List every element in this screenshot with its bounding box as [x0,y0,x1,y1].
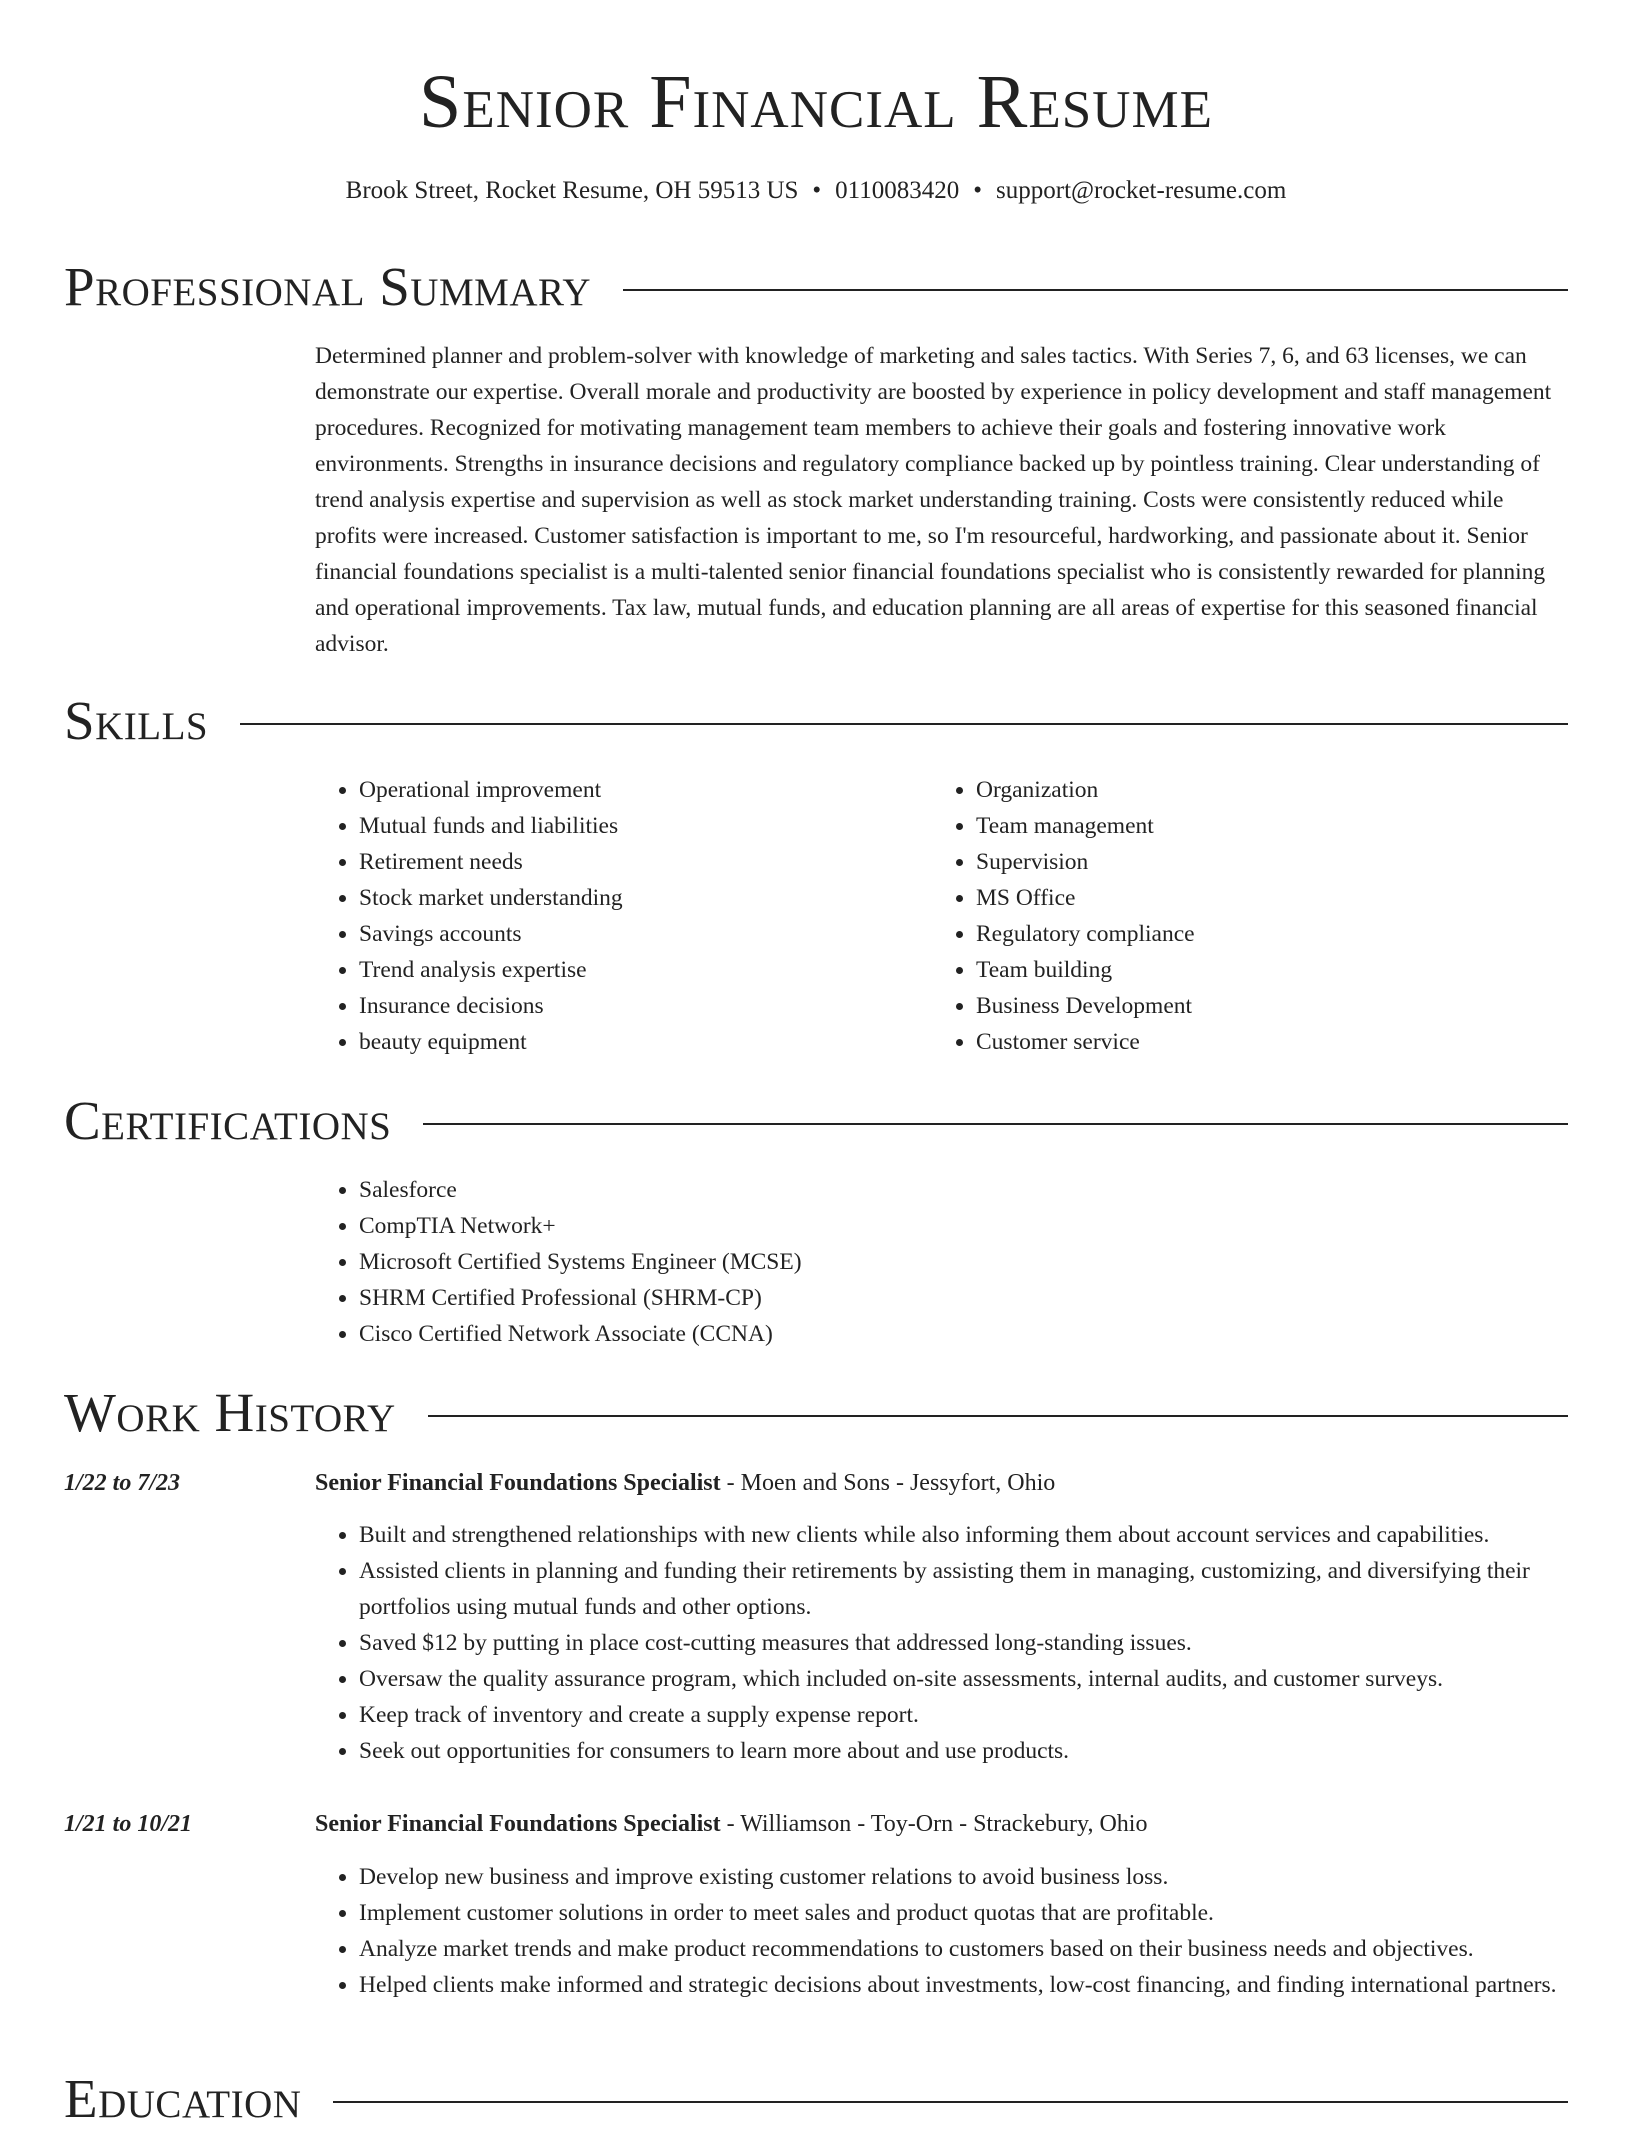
skill-item: • Stock market understanding [359,880,915,916]
skill-item: • Team management [976,808,1532,844]
duty-item: • Analyze market trends and make product recommendations to customers based on their business needs and objectives. [359,1931,1568,1967]
certifications-section-header [64,1090,1568,1152]
contact-separator: • [812,177,822,204]
skill-item: • Organization [976,772,1532,808]
certification-item: • Salesforce [359,1172,1568,1208]
contact-line [64,174,1568,208]
certification-item: • CompTIA Network+ [359,1208,1568,1244]
job-duties [315,1859,1568,2003]
skill-item: • Team building [976,952,1532,988]
skills-left-column [315,772,915,1060]
summary-section-header [64,256,1568,318]
job-duties [315,1517,1568,1769]
section-divider [240,723,1568,725]
summary-text: Determined planner and problem-solver with knowledge of marketing and sales tactics. With Series 7, 6, and 63 licenses, we can demonstrate our expertise. Overall morale and productivity are boosted by experience in policy development and staff management procedures. Recognized for motivating management team members to achieve their goals and fostering innovative work environments. Strengths in insurance decisions and regulatory compliance backed up by pointless training. Clear understanding of trend analysis expertise and supervision as well as stock market understanding training. Costs were consistently reduced while profits were increased. Customer satisfaction is important to me, so I'm resourceful, hardworking, and passionate about it. Senior financial foundations specialist is a multi-talented senior financial foundations specialist who is consistently rewarded for planning and operational improvements. Tax law, mutual funds, and education planning are all areas of expertise for this seasoned financial advisor. [315,343,1552,657]
duty-item: • Develop new business and improve existing customer relations to avoid business loss. [359,1859,1568,1895]
certification-item: • Microsoft Certified Systems Engineer (MCSE) [359,1244,1568,1280]
section-divider [423,1123,1568,1125]
education-section-header [64,2068,1568,2130]
job-title-line [315,1465,1055,1501]
duty-item: • Oversaw the quality assurance program, which included on-site assessments, internal audits, and customer surveys. [359,1661,1568,1697]
contact-email: support@rocket-resume.com [996,177,1287,204]
duty-item: • Saved $12 by putting in place cost-cutting measures that addressed long-standing issues. [359,1625,1568,1661]
skill-item: • Trend analysis expertise [359,952,915,988]
section-divider [428,1415,1568,1417]
skill-item: • Insurance decisions [359,988,915,1024]
certifications-heading: Certifications [64,1090,392,1151]
skill-item: • Regulatory compliance [976,916,1532,952]
job-details: - Moen and Sons - Jessyfort, Ohio [720,1470,1056,1496]
contact-phone: 0110083420 [835,177,960,204]
skill-item: • Supervision [976,844,1532,880]
section-divider [623,289,1568,291]
skill-item: • Operational improvement [359,772,915,808]
summary-heading: Professional Summary [64,256,592,317]
duty-item: • Keep track of inventory and create a supply expense report. [359,1697,1568,1733]
contact-separator: • [973,177,983,204]
education-heading: Education [64,2068,302,2129]
skill-item: • beauty equipment [359,1024,915,1060]
job-dates: 1/21 to 10/21 [64,1811,193,1837]
job-title-line [315,1806,1147,1842]
skill-item: • MS Office [976,880,1532,916]
skill-item: • Mutual funds and liabilities [359,808,915,844]
job-dates: 1/22 to 7/23 [64,1470,181,1496]
duty-item: • Helped clients make informed and strategic decisions about investments, low-cost financing, and finding international partners. [359,1967,1568,2003]
duty-item: • Implement customer solutions in order to meet sales and product quotas that are profitable. [359,1895,1568,1931]
resume-title: Senior Financial Resume [419,60,1213,144]
work-heading: Work History [64,1382,396,1443]
skills-heading: Skills [64,690,209,751]
certification-item: • Cisco Certified Network Associate (CCNA) [359,1316,1568,1352]
contact-address: Brook Street, Rocket Resume, OH 59513 US [345,177,799,204]
skills-section-header [64,690,1568,752]
job-details: - Williamson - Toy-Orn - Strackebury, Ohio [720,1811,1148,1837]
certification-item: • SHRM Certified Professional (SHRM-CP) [359,1280,1568,1316]
duty-item: • Seek out opportunities for consumers to learn more about and use products. [359,1733,1568,1769]
job-role: Senior Financial Foundations Specialist [315,1470,721,1496]
skill-item: • Business Development [976,988,1532,1024]
skill-item: • Customer service [976,1024,1532,1060]
skill-item: • Retirement needs [359,844,915,880]
duty-item: • Built and strengthened relationships with new clients while also informing them about account services and capabilities. [359,1517,1568,1553]
job-role: Senior Financial Foundations Specialist [315,1811,721,1837]
skills-right-column [932,772,1532,1060]
skill-item: • Savings accounts [359,916,915,952]
work-section-header [64,1382,1568,1444]
certifications-list [315,1172,1568,1352]
section-divider [333,2101,1568,2103]
duty-item: • Assisted clients in planning and funding their retirements by assisting them in managing, customizing, and diversifying their portfolios using mutual funds and other options. [359,1553,1568,1625]
